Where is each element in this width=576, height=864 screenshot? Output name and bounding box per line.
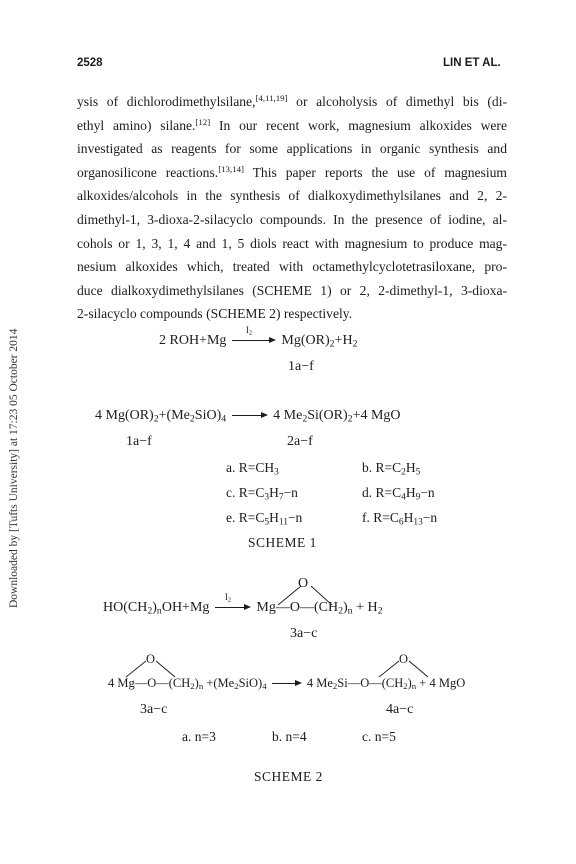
substituent-entry: a. $R=CH_3$ (226, 460, 279, 478)
body-paragraph (77, 90, 507, 326)
paragraph-line: duce dialkoxydimethylsilanes (SCHEME 1) or 2, 2-dimethyl-1, 3-dioxa- (77, 282, 507, 298)
paragraph-line: organosilicone reactions.[13,14] This paper reports the use of magnesium (77, 163, 507, 180)
scheme1-equation-2: 4 $Mg(OR)_2+(Me_2SiO)_4$ 4 $Me_2Si(OR)_2+4$ MgO (95, 408, 401, 425)
substituent-entry: a. n=3 (182, 729, 216, 744)
citation: [13,14] (218, 163, 244, 174)
paragraph-line: dimethyl-1, 3-dioxa-2-silacyclo compounds. In the presence of iodine, al- (77, 211, 507, 227)
citation: [12] (195, 116, 211, 127)
download-watermark: Downloaded by [Tufts University] at 17:23 05 October 2014 (8, 328, 20, 608)
compound-label: 4a−c (386, 702, 414, 717)
scheme1-equation-1: 2 ROH+Mg $I_2$ $Mg(OR)_2+H_2$ (159, 324, 358, 350)
substituent-entry: b. n=4 (272, 729, 307, 744)
citation: [4,11,19] (255, 93, 288, 104)
reaction-arrow (232, 411, 268, 421)
scheme2-equation-1: $HO(CH_2)_nOH+Mg$ $I_2$ $Mg—O—(CH_2)_n + H_2$ (103, 591, 383, 617)
paragraph-line: cohols or 1, 3, 1, 4 and 1, 5 diols react with magnesium to produce mag- (77, 235, 507, 251)
reaction-arrow (272, 679, 302, 689)
catalyst-label: $I_2$ (224, 591, 232, 604)
substituent-entry: b. $R=C_2H_5$ (362, 460, 421, 478)
substituent-entry: c. n=5 (362, 729, 396, 744)
substituent-entry: c. $R=C_3H_7-n$ (226, 485, 298, 503)
substituent-entry: e. $R=C_5H_{11}-n$ (226, 510, 303, 528)
paragraph-line: ysis of dichlorodimethylsilane,[4,11,19] or alcoholysis of dimethyl bis (di- (77, 93, 507, 109)
ring-oxygen: O (146, 652, 156, 666)
scheme2-title: SCHEME 2 (254, 769, 323, 784)
paragraph-line: nesium alkoxides which, treated with octamethylcyclotetrasiloxane, pro- (77, 259, 507, 275)
running-head: LIN ET AL. (443, 57, 501, 69)
compound-label: 3a−c (140, 702, 168, 717)
paragraph-line: 2-silacyclo compounds (SCHEME 2) respectively. (77, 306, 353, 322)
reaction-arrow (215, 591, 251, 613)
paragraph-line: alkoxides/alcohols in the synthesis of dialkoxydimethylsilanes and 2, 2- (77, 188, 507, 204)
scheme1-title: SCHEME 1 (248, 535, 317, 550)
compound-label: 1a−f (288, 359, 314, 374)
ring-oxygen: O (399, 652, 409, 666)
paragraph-line: ethyl amino) silane.[12] In our recent work, magnesium alkoxides were (77, 116, 507, 133)
substituent-entry: f. $R=C_6H_{13}-n$ (362, 510, 438, 528)
scheme2-equation-2: 4 $Mg—O—(CH_2)_n +(Me_2SiO)_4$ 4 $Me_2Si—O—(CH_2)_n + 4$ MgO (108, 676, 466, 692)
reaction-arrow (232, 324, 276, 346)
ring-oxygen: O (298, 576, 309, 591)
compound-label: 2a−f (287, 434, 313, 449)
substituent-entry: d. $R=C_4H_9-n$ (362, 485, 435, 503)
compound-label: 1a−f (126, 434, 152, 449)
compound-label: 3a−c (290, 626, 318, 641)
paragraph-line: investigated as reagents for some applications in organic synthesis and (77, 141, 507, 157)
page-number: 2528 (77, 57, 103, 69)
catalyst-label: $I_2$ (245, 324, 253, 337)
